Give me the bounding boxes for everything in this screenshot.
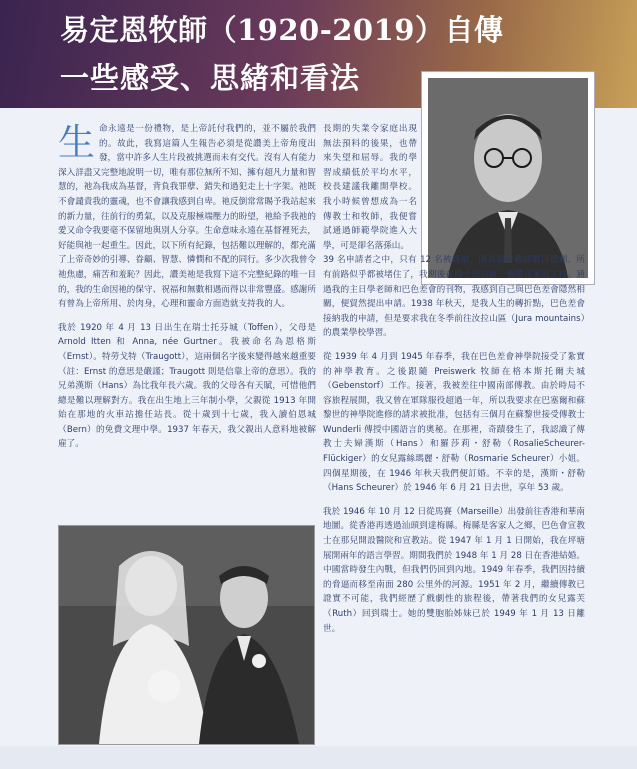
drop-cap: 生 [58,121,95,164]
birth-paragraph: 我於 1920 年 4 月 13 日出生在瑞士托芬城（Toffen），父母是 Arnold Itten 和 Anna, née Gurtner。我被命名為恩格斯（Ernst）。特勞戈特（Traugott），這兩個名字後來變得越來越重要（註：Ernst 的意思是嚴謹；Traugott 則是信靠上帝的意思）。我的兄弟漢斯（Hans）為比我年長六歲。我的父母各有天賦，可惜他們總是難以理解對方。我在出生地上三年制小學，父親從 1913 年開始在那地的火車站擔任站長。從十歲到十七歲，我入讀伯恩城（Bern）的免費文理中學。1937 年春天，我父親出人意料地被解雇了。 [58,322,316,450]
unemployment-paragraph-cont: 39 名申請者之中，只有 12 名被錄取，因為當時教師數目過剩。所有前路似乎都被堵住了，我期後在瑞士法語區一個農民家庭工作。通過我的主日學老師和巴色差會的刊物，我感到自己與巴色差會隱然相關，便貿然提出申請。1938 年秋天，是我人生的轉折點，巴色差會接納我的申請，但是要求我在冬季前往汝拉山區（Jura mountains）的農業學校學習。 [323,255,585,339]
intro-text: 命永遠是一份禮物，是上帝託付我們的，並不屬於我們的。故此，我寫這篇人生報告必須是從讚美上帝角度出發，當中許多人生片段被挑選而未有交代。沒有人有能力深入詳盡又完整地說明一切，唯有那位無所不知、擁有超凡力量和智慧的，祂為我成為基督，背負我罪孽、錯失和過犯走上十字架。祂既不會譴責我的靈魂，也不會讓我感到自卑。祂反倒常常賜予我站起來的新力量，往前行的勇氣，以及克服極端壓力的盼望，祂給予我祂的愛又命令我要毫不保留地與別人分享。生命意味永遠在基督裡死去，好能與祂一起重生。因此，以下所有紀錄，包括難以理解的，都充滿了上帝奇妙的引導、眷顧、智慧、憐憫和不配的同行。多少次我曾令祂焦慮，痛苦和羞恥？因此，讚美祂是我寫下這不完整紀錄的唯一目的，我的生命因祂的保守、祝福和無數相遇而得以非常豐盛。感謝所有曾為上帝所用、於肉身，心理和靈命方面造就支持我的人。 [58,124,316,310]
seminary-paragraph: 從 1939 年 4 月到 1945 年春季，我在巴色差會神學院接受了紮實的神學教育。之後跟隨 Preiswerk 牧師在格本斯托爾夫城（Gebenstorf）工作。接著，我被差往中國南部傳教。由於時局不容旅程展開，我又曾在軍隊服役超過一年，所以我要求在巴塞爾和蘇黎世的神學院進修的請求被批准，包括有三個月在蘇黎世接受傳教士 Wunderli 傳授中國語言的奧秘。在那裡，奇蹟發生了，我認識了傳教士夫婦漢斯（Hans）和羅莎莉・舒勒（RosalieScheurer-Flückiger）的女兒露絲瑪麗・舒勒（Rosmarie Scheurer）小姐。四個星期後，在 1946 年秋天我們便訂婚。不幸的是，漢斯・舒勒（Hans Scheurer）於 1946 年 6 月 21 日去世，享年 53 歲。 [323,351,585,494]
page-footer-bar [0,746,637,769]
page-title-line1: 易定恩牧師（1920-2019）自傳 [60,13,504,47]
unemployment-paragraph: 長期的失業令家庭出現無法預料的後果，也帶來失望和屈辱。我的學習成績低於平均水平，校長建議我離開學校。我小時候曾想成為一名傳教士和牧師，我便嘗試通過師範學院進入大學，可是卻名落孫山。 [323,124,417,251]
wedding-illustration [59,526,314,744]
intro-paragraph [58,122,316,312]
page-title-line2: 一些感受、思緒和看法 [60,61,361,95]
unemployment-paragraph-wrap [323,253,585,341]
wedding-photo [58,525,315,745]
china-paragraph: 我於 1946 年 10 月 12 日從馬賽（Marseille）出發前往香港和華南地圖。從香港再透過汕頭到達梅縣。梅縣是客家人之鄉，巴色會宣教士在那兒開設醫院和宣教站。從 1947 年 1 月 1 日開始，我在坪塘展開兩年的語言學習。期間我們於 1948 年 1 月 28 日在香港結婚。中國當時發生內戰，但我們仍回到內地。1949 年春季，我們因持續的脅逼而移至南面 280 公里外的河源。1951 年 2 月，繼續傳教已證實不可能，我們經歷了戲劇性的旅程後，帶著我們的女兒露芙（Ruth）回到瑞士。她的雙胞胎姊妹已於 1949 年 1 月 13 日離世。 [323,506,585,634]
right-column [323,122,585,645]
left-column [58,122,316,461]
